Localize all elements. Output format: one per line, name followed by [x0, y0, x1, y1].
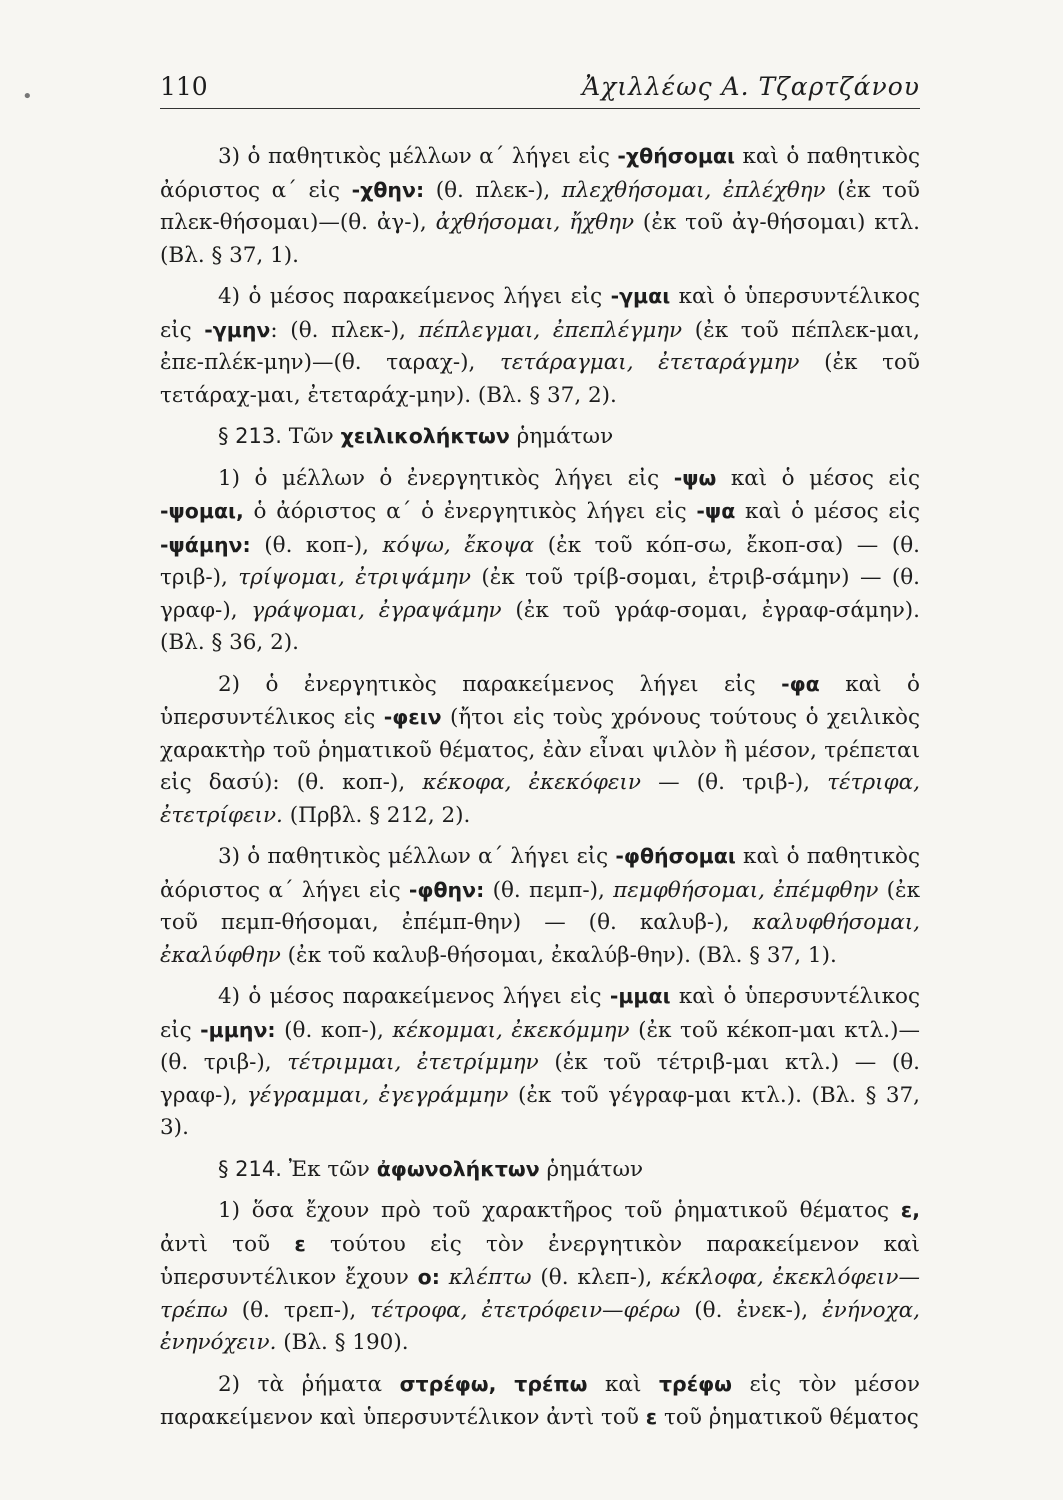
bold-term: -μμην:: [200, 1017, 276, 1042]
italic-form: τετάραγμαι, ἐτεταράγμην: [499, 350, 800, 375]
italic-form: καλυφθήσομαι, ἐκαλύφθην: [160, 910, 920, 968]
italic-form: πλεχθήσομαι, ἐπλέχθην: [561, 177, 826, 203]
italic-form: ἐνήνοχα, ἐνηνόχειν.: [160, 1297, 921, 1355]
text-run: : (θ. πλεκ-),: [270, 317, 419, 343]
text-run: καὶ ὁ ὑπερσυντέλικος εἰς: [160, 984, 920, 1043]
text-run: καὶ ὁ ὑπερσυντέλικος εἰς: [160, 671, 921, 730]
text-run: (Βλ. § 190).: [276, 1330, 409, 1355]
text-run: 3) ὁ παθητικὸς μέλλων α΄ λήγει εἰς: [218, 144, 618, 169]
bold-term: χειλικολήκτων: [340, 424, 510, 448]
text-run: (ἐκ τοῦ τρίβ-σομαι, ἐτριβ-σάμην) — (θ. γραφ-),: [160, 565, 920, 623]
text-run: 4) ὁ μέσος παρακείμενος λήγει εἰς: [218, 984, 610, 1009]
italic-form: πεμφθήσομαι, ἐπέμφθην: [613, 877, 879, 903]
text-run: εἰς τὸν μέσον παρακείμενον καὶ ὑπερσυντέλικον ἀντὶ τοῦ: [160, 1371, 920, 1430]
text-run: καὶ ὁ παθητικὸς ἀόριστος α΄ εἰς: [160, 144, 920, 203]
italic-form: κέκοφα, ἐκεκόφειν: [422, 770, 641, 795]
page-number: 110: [160, 72, 208, 101]
text-run: καὶ ὁ παθητικὸς ἀόριστος α΄ λήγει εἰς: [160, 844, 920, 903]
text-run: (θ. πεμπ-),: [484, 877, 614, 903]
text-run: 3) ὁ παθητικὸς μέλλων α΄ λήγει εἰς: [218, 844, 616, 869]
text-run: 4) ὁ μέσος παρακείμενος λήγει εἰς: [218, 284, 611, 309]
text-run: καὶ ὁ μέσος εἰς: [716, 465, 920, 491]
section-heading-paragraph: [160, 1153, 920, 1187]
text-run: (θ. πλεκ-),: [424, 177, 562, 203]
italic-form: τρίψομαι, ἐτριψάμην: [238, 565, 471, 590]
text-run: (ἐκ τοῦ τετάραχ-μαι, ἐτεταράχ-μην). (Βλ. § 37, 2).: [160, 350, 920, 408]
text-run: (ἐκ τοῦ γράφ-σομαι, ἐγραφ-σάμην). (Βλ. § 36, 2).: [160, 597, 920, 655]
text-run: (ἐκ τοῦ γέγραφ-μαι κτλ.). (Βλ. § 37, 3).: [160, 1082, 921, 1140]
bold-term: -ψω: [673, 465, 717, 490]
text-run: (ἐκ τοῦ τέτριβ-μαι κτλ.) — (θ. γραφ-),: [160, 1050, 920, 1108]
text-run: (ἤτοι εἰς τοὺς χρόνους τούτους ὁ χειλικὸς χαρακτὴρ τοῦ ῥηματικοῦ θέματος, ἐὰν εἶναι ψιλὸν ἢ μέσον, τρέπεται εἰς δασύ): (θ. κοπ-),: [160, 705, 920, 795]
text-run: [440, 1265, 449, 1290]
bold-term: -ψάμην:: [160, 532, 251, 557]
bold-term: -χθήσομαι: [617, 144, 735, 168]
text-run: (θ. τρεπ-),: [227, 1297, 371, 1323]
text-run: (Πρβλ. § 212, 2).: [282, 802, 471, 828]
bold-term: -φα: [781, 671, 820, 696]
text-run: καὶ ὁ ὑπερσυντέλικος εἰς: [160, 284, 920, 343]
body-paragraph: [160, 280, 920, 412]
italic-form: τέτριφα, ἐτετρίφειν.: [160, 770, 920, 828]
text-run: τούτου εἰς τὸν ἐνεργητικὸν παρακείμενον καὶ ὑπερσυντέλικον ἔχουν: [160, 1231, 920, 1290]
bold-term: -γμαι: [610, 284, 671, 308]
text-run: ῥημάτων: [509, 424, 614, 449]
section-number: § 213.: [218, 424, 282, 448]
bold-term: ἀφωνολήκτων: [376, 1156, 540, 1181]
bold-term: τρέφω: [658, 1371, 732, 1396]
italic-form: τέτριμμαι, ἐτετρίμμην: [287, 1050, 539, 1075]
text-run: (ἐκ τοῦ πέπλεκ-μαι, ἐπε-πλέκ-μην)—(θ. ταραχ-),: [160, 317, 920, 375]
section-heading-paragraph: [160, 420, 920, 454]
text-run: (ἐκ τοῦ πεμπ-θήσομαι, ἐπέμπ-θην) — (θ. καλυβ-),: [160, 877, 921, 935]
text-run: 1) ὁ μέλλων ὁ ἐνεργητικὸς λήγει εἰς: [218, 465, 674, 491]
bold-term: -φθήσομαι: [615, 844, 736, 868]
text-run: τοῦ ῥηματικοῦ θέματος: [657, 1405, 919, 1430]
text-run: (ἐκ τοῦ πλεκ-θήσομαι)—(θ. ἀγ-),: [160, 177, 920, 235]
body-paragraph: [160, 668, 920, 833]
italic-form: γράψομαι, ἐγραψάμην: [251, 597, 502, 623]
text-run: (θ. κοπ-),: [250, 532, 383, 558]
italic-form: ἀχθήσομαι, ἤχθην: [435, 210, 635, 235]
text-run: 2) ὁ ἐνεργητικὸς παρακείμενος λήγει εἰς: [218, 671, 782, 697]
italic-form: γέγραμμαι, ἐγεγράμμην: [247, 1082, 509, 1108]
italic-form: πέπλεγμαι, ἐπεπλέγμην: [418, 317, 683, 343]
text-run: (ἐκ τοῦ κέκοπ-μαι κτλ.)—(θ. τριβ-),: [160, 1017, 920, 1075]
bold-term: ε: [645, 1405, 658, 1429]
page-header: [160, 64, 920, 109]
bold-term: στρέφω, τρέπω: [399, 1371, 588, 1396]
text-run: 1) ὅσα ἔχουν πρὸ τοῦ χαρακτῆρος τοῦ ῥηματικοῦ θέματος: [218, 1198, 901, 1223]
bold-term: -ψομαι,: [160, 499, 244, 523]
text-run: καὶ ὁ μέσος εἰς: [735, 499, 920, 524]
text-run: (θ. κλεπ-),: [531, 1265, 662, 1290]
bold-term: -φειν: [383, 705, 442, 729]
text-run: ἀντὶ τοῦ: [160, 1231, 295, 1257]
text-run: Τῶν: [281, 424, 341, 449]
bold-term: ο:: [417, 1265, 440, 1289]
page-body: [160, 140, 920, 1443]
body-paragraph: [160, 462, 920, 660]
margin-mark: •: [22, 86, 33, 107]
italic-form: τέτροφα, ἐτετρόφειν—φέρω: [370, 1297, 681, 1323]
text-run: — (θ. τριβ-),: [640, 770, 828, 795]
section-number: § 214.: [218, 1156, 282, 1181]
text-run: καὶ: [587, 1371, 659, 1397]
bold-term: ε,: [900, 1198, 920, 1222]
body-paragraph: [160, 1368, 920, 1435]
body-paragraph: [160, 840, 920, 972]
bold-term: -ψα: [696, 499, 736, 523]
bold-term: -μμαι: [609, 984, 671, 1008]
text-run: (ἐκ τοῦ κόπ-σω, ἔκοπ-σα) — (θ. τριβ-),: [160, 532, 920, 590]
bold-term: -γμην: [204, 317, 271, 342]
text-run: 2) τὰ ῥήματα: [218, 1371, 400, 1397]
text-run: (θ. κοπ-),: [275, 1017, 393, 1043]
running-head-author: Ἀχιλλέως Α. Τζαρτζάνου: [582, 72, 920, 101]
body-paragraph: [160, 140, 920, 272]
text-run: ῥημάτων: [539, 1156, 644, 1182]
italic-form: κέκλοφα, ἐκεκλόφειν—τρέπω: [160, 1265, 920, 1323]
text-run: (ἐκ τοῦ ἀγ-θήσομαι) κτλ. (Βλ. § 37, 1).: [160, 210, 921, 268]
text-run: Ἐκ τῶν: [281, 1156, 377, 1182]
body-paragraph: [160, 980, 920, 1145]
bold-term: ε: [294, 1231, 306, 1256]
italic-form: κέκομμαι, ἐκεκόμμην: [392, 1017, 630, 1043]
text-run: (θ. ἐνεκ-),: [680, 1297, 823, 1323]
italic-form: κόψω, ἔκοψα: [382, 532, 535, 558]
text-run: (ἐκ τοῦ καλυβ-θήσομαι, ἐκαλύβ-θην). (Βλ. § 37, 1).: [280, 942, 837, 968]
text-run: ὁ ἀόριστος α΄ ὁ ἐνεργητικὸς λήγει εἰς: [243, 499, 697, 524]
body-paragraph: [160, 1194, 920, 1360]
bold-term: -χθην:: [351, 177, 425, 202]
bold-term: -φθην:: [408, 877, 485, 902]
italic-form: κλέπτω: [448, 1265, 532, 1290]
